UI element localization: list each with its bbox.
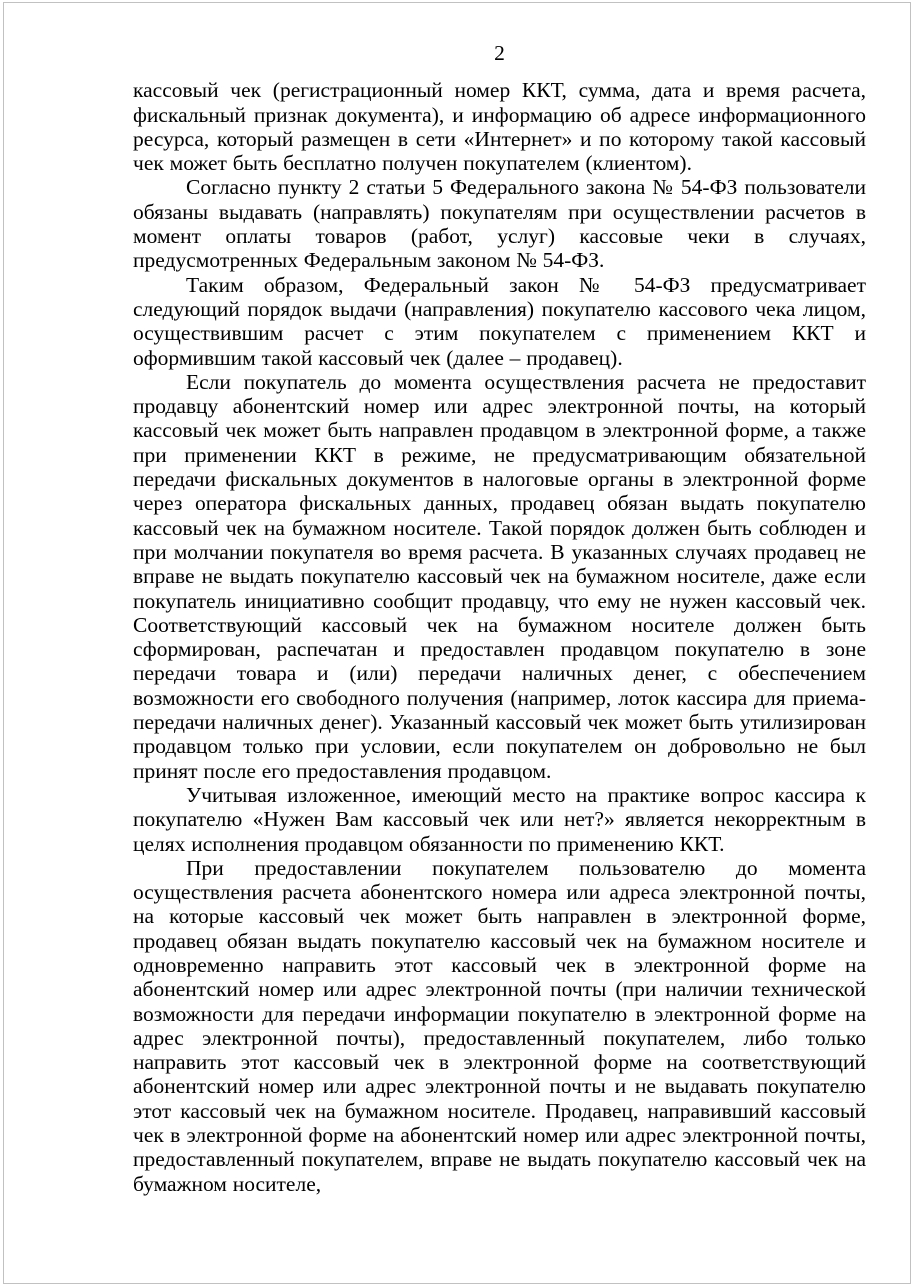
page-content (133, 41, 866, 1196)
paragraph-continuation: кассовый чек (регистрационный номер ККТ, сумма, дата и время расчета, фискальный признак документа), и информацию об адресе информационного ресурса, который размещен в сети «Интернет» и по которому такой кассовый чек может быть бесплатно получен покупателем (клиентом). (133, 78, 866, 176)
paragraph: Таким образом, Федеральный закон № 54-ФЗ предусматривает следующий порядок выдачи (направления) покупателю кассового чека лицом, осуществившим расчет с этим покупателем с применением ККТ и оформившим такой кассовый чек (далее – продавец). (133, 272, 866, 370)
paragraph: Если покупатель до момента осуществления расчета не предоставит продавцу абонентский номер или адрес электронной почты, на который кассовый чек может быть направлен продавцом в электронной форме, а также при применении ККТ в режиме, не предусматривающим обязательной передачи фискальных документов в налоговые органы в электронной форме через оператора фискальных данных, продавец обязан выдать покупателю кассовый чек на бумажном носителе. Такой порядок должен быть соблюден и при молчании покупателя во время расчета. В указанных случаях продавец не вправе не выдать покупателю кассовый чек на бумажном носителе, даже если покупатель инициативно сообщит продавцу, что ему не нужен кассовый чек. Соответствующий кассовый чек на бумажном носителе должен быть сформирован, распечатан и предоставлен продавцом покупателю в зоне передачи товара и (или) передачи наличных денег, с обеспечением возможности его свободного получения (например, лоток кассира для приема-передачи наличных денег). Указанный кассовый чек может быть утилизирован продавцом только при условии, если покупателем он добровольно не был принят после его предоставления продавцом. (133, 369, 866, 783)
page-number: 2 (494, 41, 505, 65)
paragraph: Согласно пункту 2 статьи 5 Федерального закона № 54-ФЗ пользователи обязаны выдавать (направлять) покупателям при осуществлении расчетов в момент оплаты товаров (работ, услуг) кассовые чеки в случаях, предусмотренных Федеральным законом № 54-ФЗ. (133, 175, 866, 273)
paragraph: При предоставлении покупателем пользователю до момента осуществления расчета абонентского номера или адреса электронной почты, на которые кассовый чек может быть направлен в электронной форме, продавец обязан выдать покупателю кассовый чек на бумажном носителе и одновременно направить этот кассовый чек в электронной форме на абонентский номер или адрес электронной почты (при наличии технической возможности для передачи информации покупателю в электронной форме на адрес электронной почты), предоставленный покупателем, либо только направить этот кассовый чек в электронной форме на соответствующий абонентский номер или адрес электронной почты и не выдавать покупателю этот кассовый чек на бумажном носителе. Продавец, направивший кассовый чек в электронной форме на абонентский номер или адрес электронной почты, предоставленный покупателем, вправе не выдать покупателю кассовый чек на бумажном носителе, (133, 855, 866, 1196)
paragraph: Учитывая изложенное, имеющий место на практике вопрос кассира к покупателю «Нужен Вам кассовый чек или нет?» является некорректным в целях исполнения продавцом обязанности по применению ККТ. (133, 782, 866, 856)
